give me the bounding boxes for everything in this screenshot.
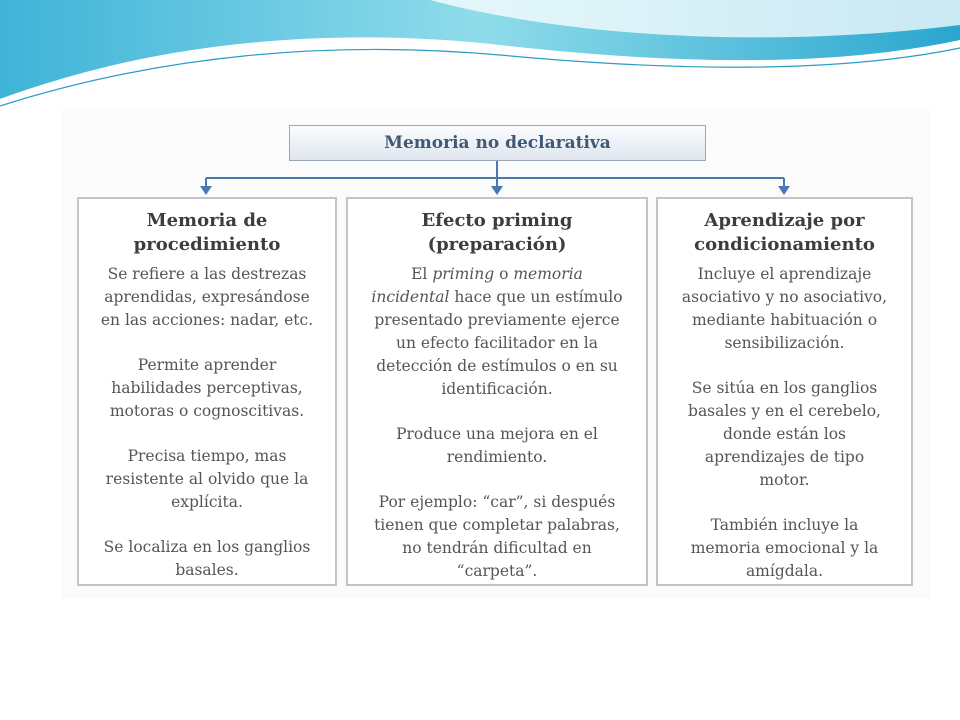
text-line: tienen que completar palabras, [374,516,620,534]
title-line: Aprendizaje por [704,210,865,231]
text-line: mediante habituación o [691,311,878,329]
slide-header-decoration [0,0,960,110]
column-paragraph [668,514,901,583]
root-node [289,125,706,161]
column-paragraph [358,423,636,469]
text-line: Incluye el aprendizaje [697,265,872,283]
text-line: También incluye la [710,516,859,534]
text-line: motoras o cognoscitivas. [109,402,305,420]
text-line: detección de estímulos o en su [376,357,618,375]
text-line: explícita. [171,493,243,511]
text-line: basales y en el cerebelo, [688,402,881,420]
title-line: condicionamiento [694,234,875,255]
column-title [89,209,325,257]
text-line: identificación. [441,380,553,398]
text-line: Se sitúa en los ganglios [691,379,878,397]
column-paragraph [668,263,901,355]
text-line: Permite aprender [137,356,277,374]
text-line: presentado previamente ejerce [374,311,620,329]
column-priming [346,197,648,586]
column-paragraph [668,377,901,492]
text-line: Precisa tiempo, mas [127,447,287,465]
text-line: donde están los [722,425,846,443]
text-line: motor. [759,471,810,489]
text-line: no tendrán dificultad en [402,539,592,557]
text-line: Produce una mejora en el [396,425,598,443]
text-line: Se localiza en los ganglios [103,538,311,556]
column-paragraph [358,491,636,583]
column-paragraph [89,536,325,582]
text-line: memoria emocional y la [690,539,879,557]
column-paragraph [89,263,325,332]
title-line: Memoria de [146,210,268,231]
text-line: un efecto facilitador en la [395,334,598,352]
column-title [668,209,901,257]
column-procedimiento [77,197,337,586]
italic-term: priming [432,265,495,283]
text-line: habilidades perceptivas, [111,379,303,397]
text-line: aprendizajes de tipo [704,448,865,466]
title-line: Efecto priming [421,210,573,231]
italic-term: memoria [513,265,583,283]
text-line: asociativo y no asociativo, [681,288,888,306]
text-line: Por ejemplo: “car”, si después [378,493,616,511]
title-line: (preparación) [427,234,567,255]
text-line: resistente al olvido que la [105,470,309,488]
text-line: aprendidas, expresándose [104,288,310,306]
column-paragraph [358,263,636,401]
column-title [358,209,636,257]
text-line: “carpeta”. [456,562,538,580]
text-run: o [494,265,514,283]
root-title: Memoria no declarativa [384,133,611,153]
text-run: hace que un estímulo [449,288,623,306]
text-line: Se refiere a las destrezas [107,265,307,283]
column-paragraph [89,354,325,423]
text-line: en las acciones: nadar, etc. [100,311,314,329]
column-condicionamiento [656,197,913,586]
text-run: El [411,265,433,283]
text-line: sensibilización. [724,334,845,352]
title-line: procedimiento [133,234,281,255]
text-line [358,286,636,309]
text-line: amígdala. [745,562,824,580]
text-line [358,263,636,286]
column-paragraph [89,445,325,514]
italic-term: incidental [371,288,450,306]
text-line: basales. [175,561,239,579]
text-line: rendimiento. [446,448,548,466]
